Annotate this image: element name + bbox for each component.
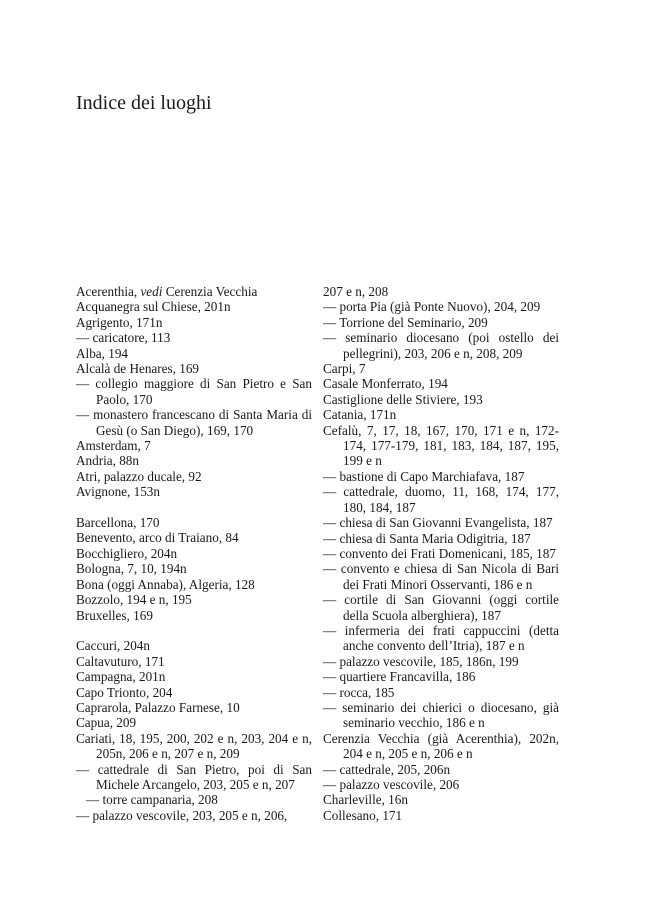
entry-see-reference: vedi [140,284,163,299]
index-entry: Caccuri, 204n [76,638,150,654]
index-entry: Caprarola, Palazzo Farnese, 10 [76,699,240,715]
index-entry: — palazzo vescovile, 203, 205 e n, 206, [76,807,288,823]
index-column-right [323,284,559,823]
index-entry: Bruxelles, 169 [76,607,153,623]
index-entry: — cattedrale, duomo, 11, 168, 174, 177, 180, 184, 187 [323,484,559,515]
index-entry: Barcellona, 170 [76,515,160,531]
index-entry: — seminario diocesano (poi ostello dei pellegrini), 203, 206 e n, 208, 209 [323,330,559,361]
index-entry: Bozzolo, 194 e n, 195 [76,592,192,608]
index-title: Indice dei luoghi [76,92,212,114]
index-entry: — cattedrale di San Pietro, poi di San Michele Arcangelo, 203, 205 e n, 207 [76,761,312,792]
index-entry: — convento dei Frati Domenicani, 185, 187 [323,545,556,561]
entry-text: Cerenzia Vecchia [162,284,258,299]
index-entry: Cefalù, 7, 17, 18, 167, 170, 171 e n, 172-174, 177-179, 181, 183, 184, 187, 195, 199 e n [323,422,559,469]
index-entry: Catania, 171n [323,407,397,423]
entry-text: Acerenthia, [76,284,141,299]
index-entry: — collegio maggiore di San Pietro e San Paolo, 170 [76,376,312,407]
index-entry: Bona (oggi Annaba), Algeria, 128 [76,576,255,592]
index-entry: Amsterdam, 7 [76,438,151,454]
index-entry: — infermeria dei frati cappuccini (detta anche convento dell’Itria), 187 e n [323,622,559,654]
index-entry: Capua, 209 [76,715,137,731]
index-entry: Avignone, 153n [76,484,160,500]
index-entry: Agrigento, 171n [76,314,163,330]
index-entry: Bocchigliero, 204n [76,545,178,561]
index-entry: — palazzo vescovile, 185, 186n, 199 [323,653,519,669]
index-entry: Alcalà de Henares, 169 [76,361,200,377]
index-entry: Acquanegra sul Chiese, 201n [76,299,231,315]
index-entry: Atri, palazzo ducale, 92 [76,468,202,484]
index-entry: — cattedrale, 205, 206n [323,761,451,777]
index-entry: — torre campanaria, 208 [86,792,218,808]
index-entry: — palazzo vescovile, 206 [323,777,460,792]
index-entry: — rocca, 185 [323,684,395,700]
section-gap [76,623,312,638]
index-column-left [76,284,312,823]
index-entry: Campagna, 201n [76,669,166,685]
index-entry: Charleville, 16n [323,792,408,808]
index-entry: — bastione di Capo Marchiafava, 187 [323,468,525,484]
index-entry: — Torrione del Seminario, 209 [323,314,488,330]
index-entry: Collesano, 171 [323,807,403,823]
index-entry: Bologna, 7, 10, 194n [76,561,187,577]
section-gap [76,500,312,515]
index-entry: Caltavuturo, 171 [76,653,165,669]
index-entry: Capo Trionto, 204 [76,684,173,700]
index-entry: — monastero francescano di Santa Maria di Gesù (o San Diego), 169, 170 [76,407,312,438]
index-entry: Cerenzia Vecchia (già Acerenthia), 202n, 204 e n, 205 e n, 206 e n [323,730,559,762]
index-entry: Alba, 194 [76,345,129,361]
index-entry: — chiesa di San Giovanni Evangelista, 187 [323,515,553,531]
index-entry: Carpi, 7 [323,361,366,377]
index-entry [76,284,312,299]
index-entry: — caricatore, 113 [76,330,171,346]
index-entry: — convento e chiesa di San Nicola di Bari dei Frati Minori Osservanti, 186 e n [323,561,559,592]
index-entry: — porta Pia (già Ponte Nuovo), 204, 209 [323,299,541,315]
index-entry: — chiesa di Santa Maria Odigitria, 187 [323,530,531,546]
index-entry: Benevento, arco di Traiano, 84 [76,530,239,546]
index-entry: Andria, 88n [76,453,139,469]
index-entry: 207 e n, 208 [323,284,389,299]
index-entry: — seminario dei chierici o diocesano, già seminario vecchio, 186 e n [323,699,559,731]
index-entry: Castiglione delle Stiviere, 193 [323,391,483,407]
index-entry: — quartiere Francavilla, 186 [323,669,476,685]
index-entry: — cortile di San Giovanni (oggi cortile della Scuola alberghiera), 187 [323,592,559,623]
index-entry: Cariati, 18, 195, 200, 202 e n, 203, 204 e n, 205n, 206 e n, 207 e n, 209 [76,730,312,762]
index-entry: Casale Monferrato, 194 [323,376,448,392]
